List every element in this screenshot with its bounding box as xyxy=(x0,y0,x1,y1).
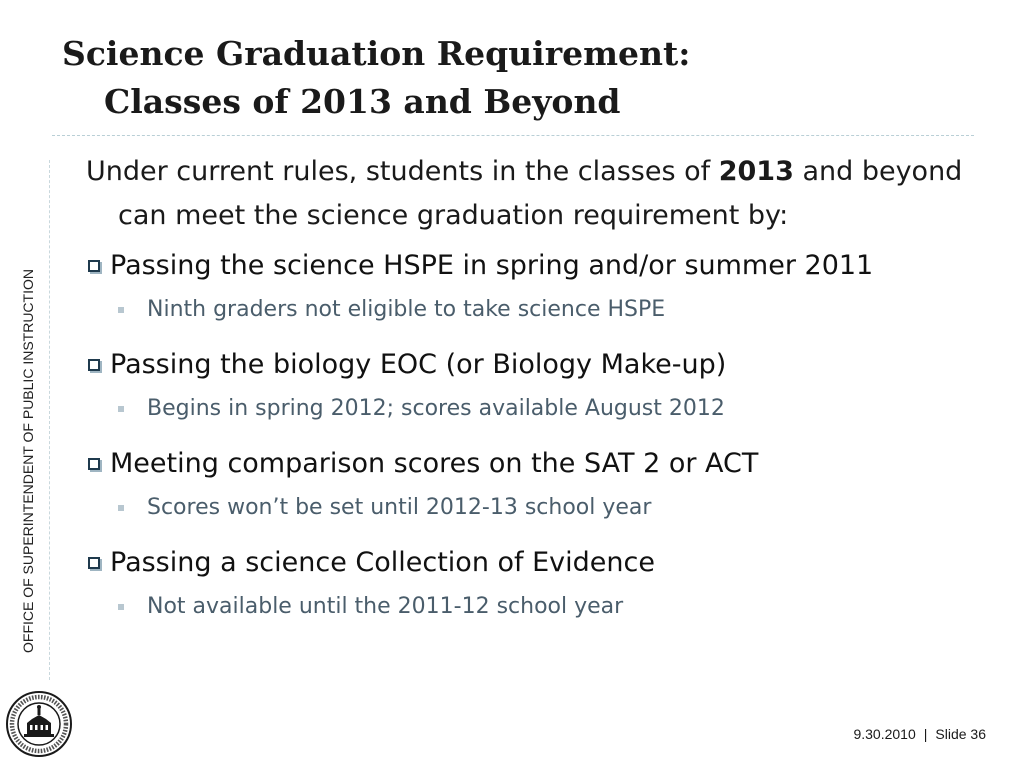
requirement-item xyxy=(86,442,986,530)
title-line-1: Science Graduation Requirement: xyxy=(62,34,691,73)
ospi-seal-icon xyxy=(5,690,73,758)
title-divider xyxy=(52,135,974,136)
requirement-text: Passing the biology EOC (or Biology Make-up) xyxy=(110,349,727,380)
requirement-item xyxy=(86,244,986,332)
side-divider xyxy=(49,160,50,680)
hollow-square-bullet-icon xyxy=(88,359,100,371)
intro-paragraph xyxy=(86,150,986,238)
slide-footer xyxy=(853,726,986,742)
small-square-bullet-icon xyxy=(118,505,124,511)
requirement-item xyxy=(86,541,986,629)
hollow-square-bullet-icon xyxy=(88,557,100,569)
small-square-bullet-icon xyxy=(118,307,124,313)
title-line-2: Classes of 2013 and Beyond xyxy=(104,82,621,121)
slide-number: Slide 36 xyxy=(935,726,986,742)
hollow-square-bullet-icon xyxy=(88,260,100,272)
requirement-note: Ninth graders not eligible to take science HSPE xyxy=(147,297,666,322)
requirement-list xyxy=(86,244,986,629)
side-label: OFFICE OF SUPERINTENDENT OF PUBLIC INSTRUCTION xyxy=(20,269,36,653)
requirement-item xyxy=(86,343,986,431)
requirement-note: Begins in spring 2012; scores available August 2012 xyxy=(147,396,725,421)
requirement-text: Passing a science Collection of Evidence xyxy=(110,547,655,578)
slide-content xyxy=(86,150,986,640)
footer-separator: | xyxy=(923,726,928,742)
requirement-text: Passing the science HSPE in spring and/or summer 2011 xyxy=(110,250,874,281)
intro-text-end: and beyond can meet the science graduation requirement by: xyxy=(118,156,963,231)
requirement-note: Not available until the 2011-12 school year xyxy=(147,594,624,619)
requirement-text: Meeting comparison scores on the SAT 2 or ACT xyxy=(110,448,759,479)
footer-date: 9.30.2010 xyxy=(853,726,916,742)
slide-title xyxy=(62,30,942,126)
small-square-bullet-icon xyxy=(118,604,124,610)
small-square-bullet-icon xyxy=(118,406,124,412)
intro-text-start: Under current rules, students in the classes of xyxy=(86,156,719,187)
requirement-note: Scores won’t be set until 2012-13 school year xyxy=(147,495,652,520)
hollow-square-bullet-icon xyxy=(88,458,100,470)
intro-bold-year: 2013 xyxy=(718,156,794,187)
